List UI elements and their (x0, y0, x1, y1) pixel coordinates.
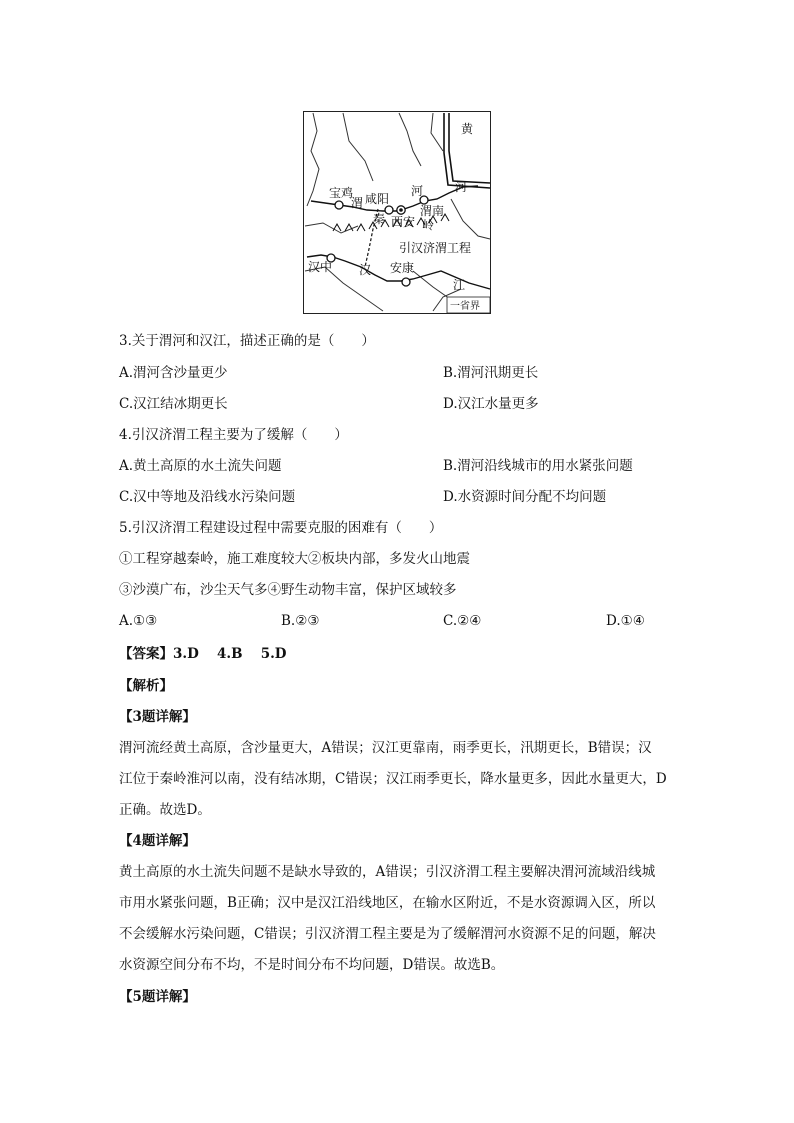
question-3-option-c: C.汉江结冰期更长 (119, 396, 228, 412)
label-xianyang: 咸阳 (365, 192, 390, 206)
label-jiang: 江 (453, 278, 466, 292)
label-hanzhong: 汉中 (308, 260, 333, 274)
question-4-stem: 4.引汉济渭工程主要为了缓解（ ） (119, 427, 348, 443)
answer-line: 【答案】3.D 4.B 5.D (119, 646, 287, 662)
q3-detail-line-2: 江位于秦岭淮河以南，没有结冰期，C错误；汉江雨季更长，降水量更多，因此水量更大，D (119, 771, 667, 787)
label-he-top: 河 (411, 184, 424, 198)
legend-province-boundary: 一省界 (450, 301, 480, 312)
q3-detail-heading: 【3题详解】 (119, 709, 196, 725)
q4-detail-line-1: 黄土高原的水土流失问题不是缺水导致的，A错误；引汉济渭工程主要解决渭河流域沿线城 (119, 864, 656, 880)
label-qin: 秦 (373, 212, 386, 226)
label-ankang: 安康 (390, 261, 415, 275)
q4-detail-line-4: 水资源空间分布不均，不是时间分布不均问题，D错误。故选B。 (119, 957, 505, 973)
question-4-option-c: C.汉中等地及沿线水污染问题 (119, 489, 296, 505)
label-han: 汉 (359, 263, 372, 277)
label-baoji: 宝鸡 (329, 186, 354, 200)
question-3-option-d: D.汉江水量更多 (443, 396, 539, 412)
question-3-option-b: B.渭河汛期更长 (443, 365, 539, 381)
label-ling: 岭 (422, 218, 435, 232)
analysis-heading: 【解析】 (119, 678, 173, 694)
q4-detail-heading: 【4题详解】 (119, 833, 196, 849)
label-he-right: 河 (455, 180, 468, 194)
question-4-option-b: B.渭河沿线城市的用水紧张问题 (443, 458, 633, 474)
label-weinan: 渭南 (420, 204, 445, 218)
question-5-statements-2: ③沙漠广布，沙尘天气多④野生动物丰富，保护区域较多 (119, 582, 457, 598)
question-5-option-b: B.②③ (281, 613, 320, 629)
question-5-option-c: C.②④ (443, 613, 482, 629)
q4-detail-line-3: 不会缓解水污染问题，C错误；引汉济渭工程主要是为了缓解渭河水资源不足的问题，解决 (119, 926, 656, 942)
label-project: 引汉济渭工程 (399, 241, 472, 255)
question-4-option-a: A.黄土高原的水土流失问题 (119, 458, 282, 474)
question-5-option-a: A.①③ (119, 613, 158, 629)
question-3-option-a: A.渭河含沙量更少 (119, 365, 228, 381)
q5-detail-heading: 【5题详解】 (119, 989, 196, 1005)
q3-detail-line-1: 渭河流经黄土高原，含沙量更大，A错误；汉江更靠南，雨季更长，汛期更长，B错误；汉 (119, 740, 652, 756)
q3-detail-line-3: 正确。故选D。 (119, 802, 211, 818)
question-3-stem: 3.关于渭河和汉江，描述正确的是（ ） (119, 333, 375, 349)
label-wei: 渭 (351, 196, 364, 210)
question-5-stem: 5.引汉济渭工程建设过程中需要克服的困难有（ ） (119, 520, 443, 536)
map-figure (303, 111, 491, 314)
q4-detail-line-2: 市用水紧张问题，B正确；汉中是汉江沿线地区，在输水区附近，不是水资源调入区，所以 (119, 895, 656, 911)
label-xian: 西安 (391, 215, 416, 229)
question-4-option-d: D.水资源时间分配不均问题 (443, 489, 607, 505)
question-5-option-d: D.①④ (606, 613, 645, 629)
label-huang: 黄 (461, 122, 474, 136)
question-5-statements-1: ①工程穿越秦岭，施工难度较大②板块内部，多发火山地震 (119, 551, 470, 567)
